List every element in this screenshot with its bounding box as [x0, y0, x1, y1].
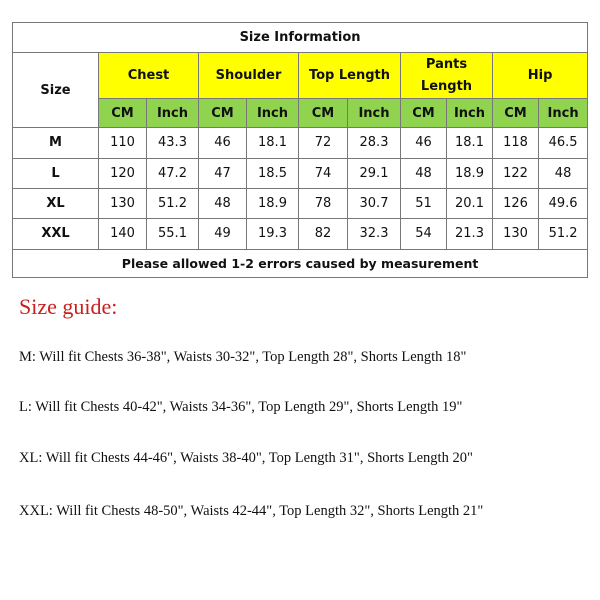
unit-cm-header: CM: [493, 98, 539, 127]
hip-header: Hip: [493, 53, 588, 99]
table-cell: 29.1: [348, 158, 401, 188]
table-cell: 49.6: [539, 188, 588, 218]
unit-inch-header: Inch: [447, 98, 493, 127]
table-row: [13, 158, 588, 188]
unit-cm-header: CM: [299, 98, 348, 127]
table-cell: 122: [493, 158, 539, 188]
table-cell: 32.3: [348, 219, 401, 249]
table-row: [13, 128, 588, 158]
size-guide-line-m: M: Will fit Chests 36-38", Waists 30-32", Top Length 28", Shorts Length 18": [19, 349, 467, 365]
table-cell: 49: [199, 219, 247, 249]
unit-inch-header: Inch: [247, 98, 299, 127]
size-label: L: [13, 158, 99, 188]
pants-length-header: Pants Length: [401, 53, 493, 99]
unit-inch-header: Inch: [539, 98, 588, 127]
table-cell: 51: [401, 188, 447, 218]
table-cell: 18.1: [247, 128, 299, 158]
table-cell: 72: [299, 128, 348, 158]
table-cell: 54: [401, 219, 447, 249]
table-title: Size Information: [13, 23, 588, 53]
table-cell: 46.5: [539, 128, 588, 158]
table-cell: 82: [299, 219, 348, 249]
chest-header: Chest: [99, 53, 199, 99]
table-cell: 118: [493, 128, 539, 158]
table-cell: 78: [299, 188, 348, 218]
table-cell: 126: [493, 188, 539, 218]
unit-inch-header: Inch: [147, 98, 199, 127]
table-cell: 18.1: [447, 128, 493, 158]
table-cell: 47: [199, 158, 247, 188]
table-cell: 110: [99, 128, 147, 158]
size-label: XL: [13, 188, 99, 218]
table-cell: 30.7: [348, 188, 401, 218]
table-cell: 48: [539, 158, 588, 188]
size-label: M: [13, 128, 99, 158]
table-cell: 43.3: [147, 128, 199, 158]
size-column-header: Size: [13, 53, 99, 128]
table-cell: 55.1: [147, 219, 199, 249]
table-row: [13, 188, 588, 218]
table-cell: 46: [199, 128, 247, 158]
table-cell: 18.9: [447, 158, 493, 188]
table-cell: 140: [99, 219, 147, 249]
size-guide-line-l: L: Will fit Chests 40-42", Waists 34-36", Top Length 29", Shorts Length 19": [19, 399, 463, 415]
table-cell: 48: [401, 158, 447, 188]
table-cell: 19.3: [247, 219, 299, 249]
table-cell: 74: [299, 158, 348, 188]
measurement-note: Please allowed 1-2 errors caused by measurement: [13, 249, 588, 277]
size-guide-line-xl: XL: Will fit Chests 44-46", Waists 38-40", Top Length 31", Shorts Length 20": [19, 450, 473, 466]
table-cell: 48: [199, 188, 247, 218]
table-cell: 51.2: [539, 219, 588, 249]
table-cell: 47.2: [147, 158, 199, 188]
table-cell: 21.3: [447, 219, 493, 249]
unit-inch-header: Inch: [348, 98, 401, 127]
table-row: [13, 219, 588, 249]
table-cell: 18.5: [247, 158, 299, 188]
top-length-header: Top Length: [299, 53, 401, 99]
unit-cm-header: CM: [199, 98, 247, 127]
unit-cm-header: CM: [401, 98, 447, 127]
size-information-table: [12, 22, 588, 278]
table-cell: 28.3: [348, 128, 401, 158]
table-cell: 18.9: [247, 188, 299, 218]
table-cell: 130: [99, 188, 147, 218]
size-guide-line-xxl: XXL: Will fit Chests 48-50", Waists 42-44", Top Length 32", Shorts Length 21": [19, 503, 484, 519]
size-label: XXL: [13, 219, 99, 249]
table-cell: 120: [99, 158, 147, 188]
table-cell: 46: [401, 128, 447, 158]
table-cell: 51.2: [147, 188, 199, 218]
table-cell: 130: [493, 219, 539, 249]
size-guide-title: Size guide:: [19, 294, 118, 319]
shoulder-header: Shoulder: [199, 53, 299, 99]
unit-cm-header: CM: [99, 98, 147, 127]
table-cell: 20.1: [447, 188, 493, 218]
